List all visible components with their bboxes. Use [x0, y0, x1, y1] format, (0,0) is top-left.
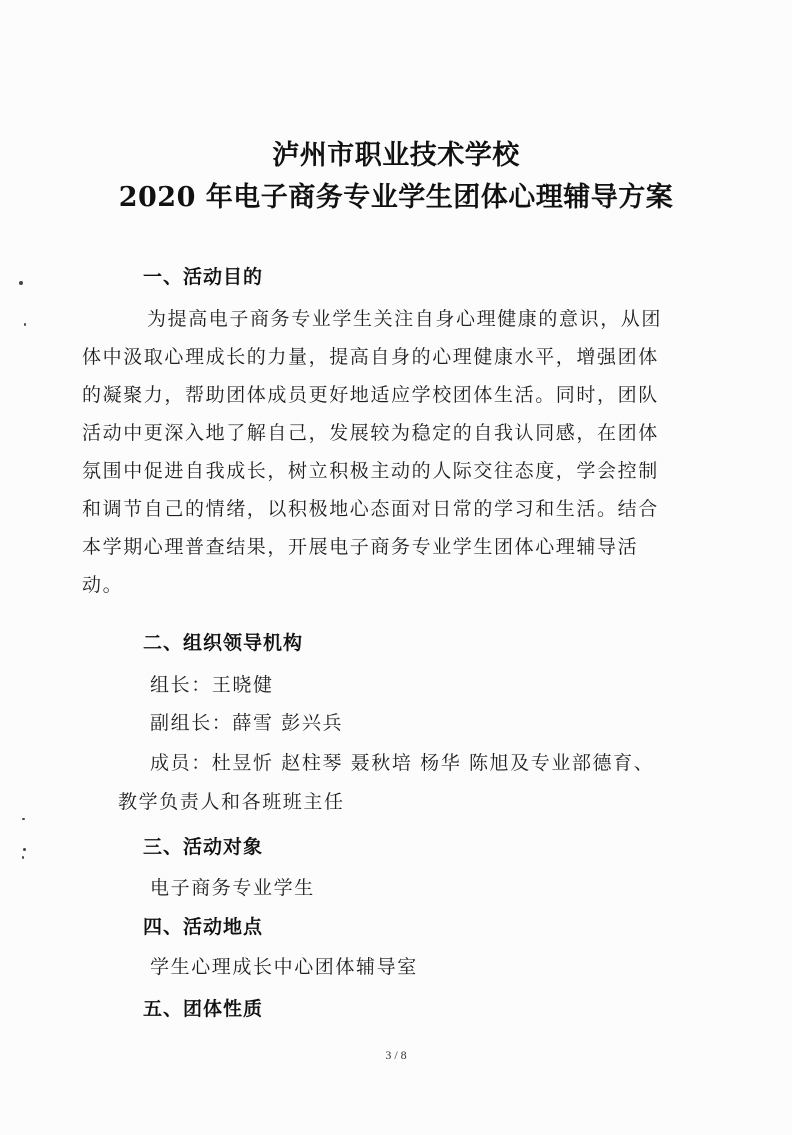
section-1-heading: 一、活动目的	[143, 266, 264, 288]
paragraph-line: 的凝聚力，帮助团体成员更好地适应学校团体生活。同时，团队	[82, 384, 659, 406]
paragraph-line: 为提高电子商务专业学生关注自身心理健康的意识，从团	[147, 308, 663, 330]
group-leader: 组长：王晓健	[150, 674, 274, 696]
section-2-heading: 二、组织领导机构	[143, 632, 304, 654]
paragraph-line: 动。	[82, 574, 124, 596]
paragraph-line: 活动中更深入地了解自己，发展较为稳定的自我认同感，在团体	[82, 422, 659, 444]
scan-speck	[24, 323, 26, 326]
paragraph-line: 氛围中促进自我成长，树立积极主动的人际交往态度，学会控制	[82, 460, 659, 482]
page-number: 3 / 8	[385, 1048, 407, 1062]
members-line-1: 成员：杜昱忻 赵柱琴 聂秋培 杨华 陈旭及专业部德育、	[150, 752, 655, 774]
section-4-heading: 四、活动地点	[143, 916, 264, 938]
deputy-leaders: 副组长：薛雪 彭兴兵	[150, 712, 344, 734]
paragraph-line: 和调节自己的情绪，以积极地心态面对日常的学习和生活。结合	[82, 498, 659, 520]
activity-target: 电子商务专业学生	[150, 877, 315, 899]
members-line-2: 教学负责人和各班班主任	[118, 791, 345, 813]
scan-speck	[23, 848, 26, 851]
title-line-1: 泸州市职业技术学校	[272, 140, 520, 171]
title-line-2: 2020 年电子商务专业学生团体心理辅导方案	[118, 182, 674, 213]
paragraph-line: 本学期心理普查结果，开展电子商务专业学生团体心理辅导活	[82, 536, 639, 558]
section-3-heading: 三、活动对象	[143, 836, 264, 858]
paragraph-line: 体中汲取心理成长的力量，提高自身的心理健康水平，增强团体	[82, 346, 659, 368]
scan-speck	[22, 856, 24, 859]
scan-speck	[22, 818, 25, 820]
scan-speck	[19, 281, 23, 285]
section-5-heading: 五、团体性质	[143, 998, 264, 1020]
activity-location: 学生心理成长中心团体辅导室	[150, 956, 418, 978]
